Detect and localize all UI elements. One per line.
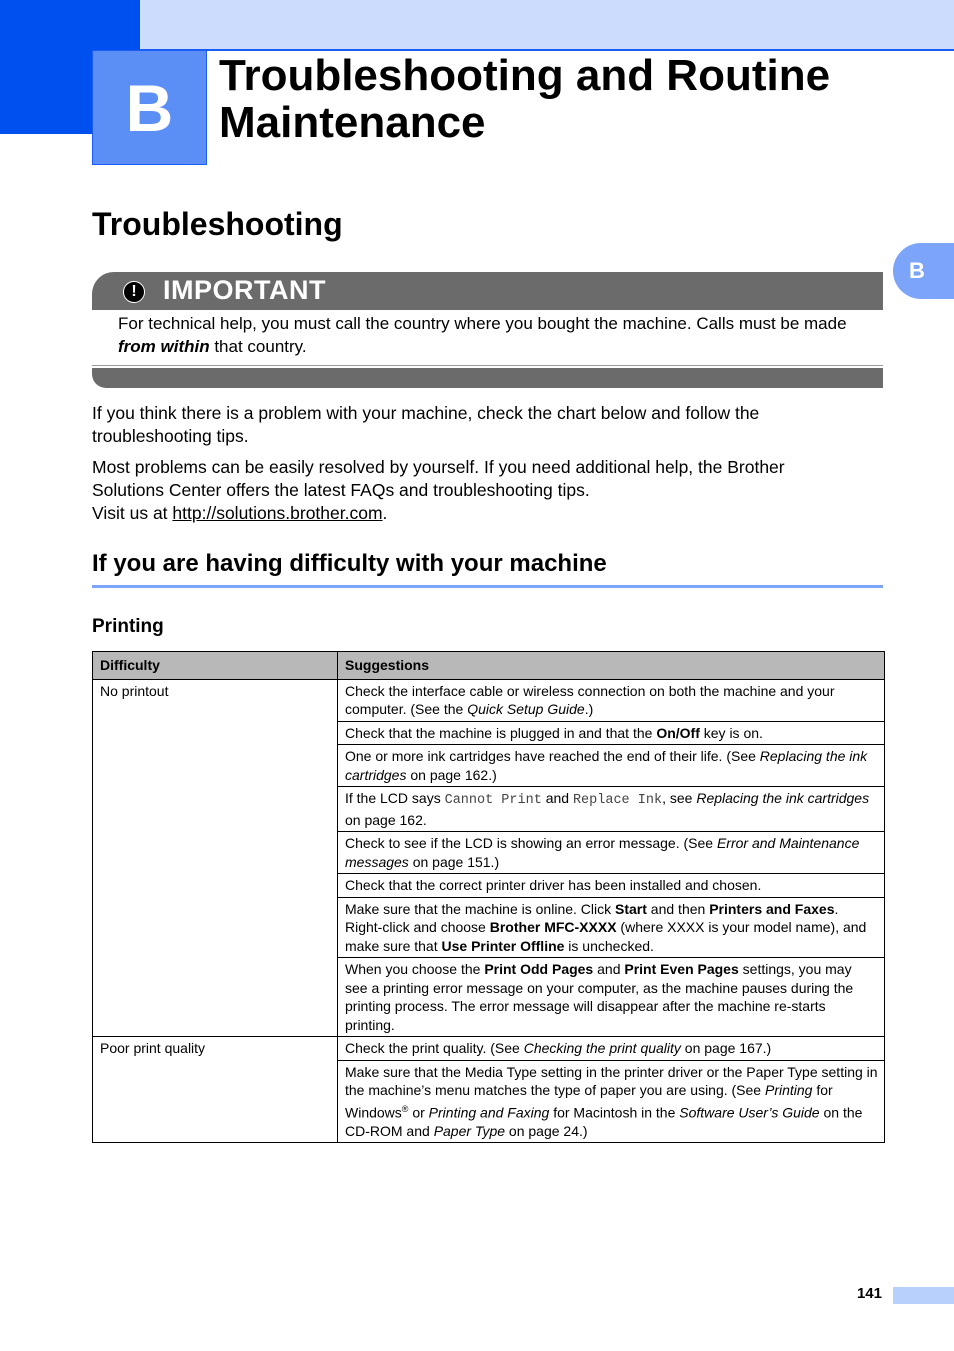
suggestion-text: and [593, 961, 625, 977]
suggestion-text: . Right-click and choose [345, 900, 839, 935]
suggestion-text: key is on. [699, 724, 763, 741]
suggestion-text: Use Printer Offline [441, 937, 565, 954]
suggestion-text: on page 167.) [680, 1040, 772, 1056]
suggestion-text: on page 24.) [505, 1122, 588, 1139]
suggestion-text: Check to see if the LCD is showing an error message. (See [345, 835, 717, 851]
chapter-letter-box [92, 50, 207, 165]
suggestion-text: On/Off [656, 724, 700, 741]
suggestion-text: (where XXXX is your model name), and make sure that [345, 919, 867, 954]
suggestion-text: , see [662, 790, 697, 806]
troubleshooting-table [92, 651, 885, 1143]
suggestion-text: on page 162. [345, 811, 427, 828]
suggestion-text: for Macintosh in the [549, 1104, 680, 1121]
suggestion-text: Error and Maintenance messages [345, 835, 860, 870]
important-emphasis: from within [118, 336, 210, 356]
suggestion-text: Start [615, 900, 647, 917]
printing-heading: Printing [92, 616, 164, 637]
suggestion-cell [338, 897, 885, 958]
intro-text: . [382, 503, 388, 523]
suggestion-cell [338, 787, 885, 832]
important-label: IMPORTANT [163, 275, 326, 305]
lcd-message: Replace Ink [572, 793, 663, 808]
table-row [93, 679, 885, 721]
page-number: 141 [856, 1285, 882, 1302]
suggestion-cell [338, 745, 885, 787]
difficulty-cell: No printout [93, 679, 338, 1037]
suggestion-text: Software User’s Guide [679, 1104, 820, 1121]
solutions-link[interactable]: http://solutions.brother.com [172, 503, 383, 523]
chapter-letter: B [125, 70, 174, 145]
suggestion-text: Print Odd Pages [484, 961, 594, 977]
suggestion-cell [338, 832, 885, 874]
header-suggestions: Suggestions [338, 652, 885, 680]
suggestion-cell [338, 1060, 885, 1143]
suggestion-text: ® [401, 1103, 409, 1114]
suggestion-text: is unchecked. [564, 937, 654, 954]
suggestion-cell [338, 874, 885, 898]
lcd-message: Cannot Print [444, 793, 542, 808]
important-text-part: that country. [209, 336, 307, 356]
suggestion-text: Replacing the ink cartridges [696, 790, 870, 806]
exclamation-icon: ! [123, 281, 145, 303]
suggestion-cell [338, 721, 885, 745]
suggestion-cell [338, 679, 885, 721]
header-band [140, 0, 954, 51]
important-text [118, 313, 878, 358]
important-divider [92, 365, 883, 366]
suggestion-text: and then [646, 900, 710, 917]
suggestion-text: Paper Type [433, 1122, 506, 1139]
suggestion-text: .) [584, 701, 594, 717]
chapter-side-tab [893, 243, 954, 299]
subsection-underline [92, 585, 883, 588]
suggestion-text: Brother MFC-XXXX [489, 919, 617, 935]
suggestion-text: or [408, 1104, 429, 1121]
suggestion-text: Make sure that the machine is online. Click [345, 900, 616, 917]
important-header [92, 272, 883, 310]
difficulty-cell: Poor print quality [93, 1037, 338, 1143]
intro-text: Visit us at [92, 503, 173, 523]
suggestion-text: Replacing the ink cartridges [345, 748, 868, 783]
suggestion-text: on the CD-ROM and [345, 1104, 863, 1139]
suggestion-text: Quick Setup Guide [467, 701, 585, 717]
suggestion-text: Make sure that the Media Type setting in the printer driver or the Paper Type setting in the machine’s menu matches the type of paper you are using. (See [345, 1063, 878, 1098]
suggestion-text: When you choose the [345, 961, 485, 977]
suggestion-text: Check that the machine is plugged in and that the [345, 724, 657, 741]
suggestion-text: One or more ink cartridges have reached the end of their life. (See [345, 748, 760, 764]
suggestion-cell [338, 1037, 885, 1061]
chapter-title: Troubleshooting and Routine Maintenance [219, 51, 831, 147]
suggestion-text: and [541, 790, 573, 806]
suggestion-text: Print Even Pages [624, 961, 739, 977]
suggestion-text: If the LCD says [345, 790, 445, 806]
subsection-title: If you are having difficulty with your machine [92, 550, 607, 577]
suggestion-text: Check that the correct printer driver has been installed and chosen. [345, 877, 762, 893]
intro-paragraph-1: If you think there is a problem with your machine, check the chart below and follow the troubleshooting tips. [92, 403, 760, 446]
table-body [93, 679, 885, 1143]
suggestion-text: Printers and Faxes [709, 900, 835, 917]
important-text-part: For technical help, you must call the country where you bought the machine. Calls must be made [118, 314, 847, 333]
suggestion-text: Check the interface cable or wireless connection on both the machine and your computer. (See the [345, 682, 835, 717]
suggestion-text: Checking the print quality [523, 1040, 681, 1056]
intro-paragraph-3 [92, 502, 852, 525]
side-tab-letter: B [909, 258, 925, 283]
suggestion-cell [338, 958, 885, 1037]
page-number-bar [893, 1287, 954, 1304]
suggestion-text: settings, you may see a printing error message on your computer, as the machine pauses during the printing process. The error message will disappear after the machine re-starts printing. [345, 961, 854, 1033]
suggestion-text: Printing [765, 1082, 813, 1098]
suggestion-text: on page 151.) [408, 853, 500, 870]
important-footer-bar [92, 368, 883, 388]
table-header-row [93, 652, 885, 680]
table-row [93, 1037, 885, 1061]
suggestion-text: on page 162.) [406, 766, 497, 783]
suggestion-text: Check the print quality. (See [345, 1040, 524, 1056]
suggestion-text: for Windows [345, 1082, 833, 1121]
intro-paragraph-2: Most problems can be easily resolved by yourself. If you need additional help, the Brother Solutions Center offers the latest FAQs and troubleshooting tips. [92, 457, 785, 500]
suggestion-text: Printing and Faxing [428, 1104, 550, 1121]
header-difficulty: Difficulty [93, 652, 338, 680]
section-title: Troubleshooting [92, 206, 343, 242]
